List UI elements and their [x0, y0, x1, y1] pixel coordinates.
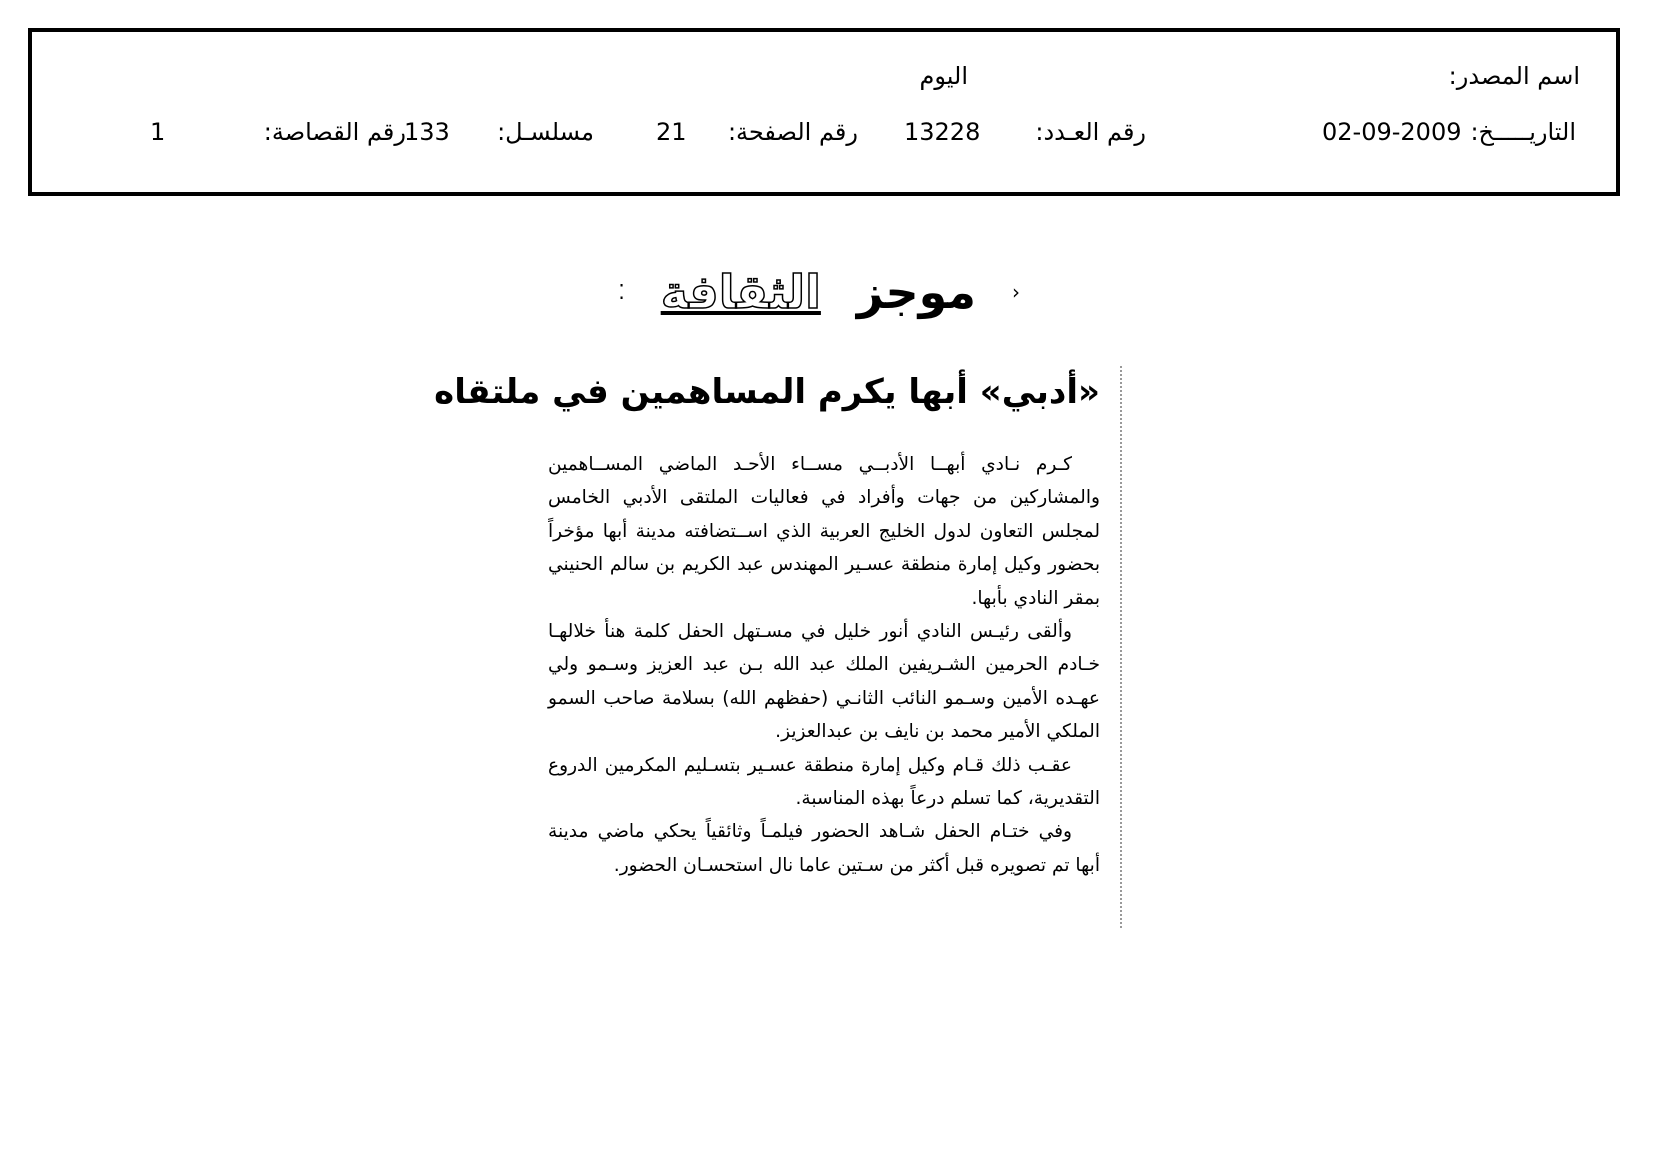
- article-body: [548, 448, 1100, 882]
- source-label: اسم المصدر:: [1448, 62, 1580, 90]
- serial-value: 133: [404, 118, 450, 146]
- article-paragraph: وألقى رئيـس النادي أنور خليل في مسـتهل الحفل كلمة هنأ خلالهـا خـادم الحرمين الشـريفين الملك عبد الله بـن عبد العزيز وسـمو ولي عهـده الأمين وسـمو النائب الثانـي (حفظهم الله) بسلامة صاحب السمو الملكي الأمير محمد بن نايف بن عبدالعزيز.: [548, 621, 1100, 743]
- section-banner: [618, 262, 1020, 322]
- article-paragraph: كـرم نـادي أبهــا الأدبــي مســاء الأحـد الماضي المســاهمين والمشاركين من جهات وأفراد في فعاليات الملتقى الأدبي الخامس لمجلس التعاون لدول الخليج العربية الذي اســتضافته مدينة أبها مؤخراً بحضور وكيل إمارة منطقة عسـير المهندس عبد الكريم بن سالم الحنيني بمقر النادي بأبها.: [548, 454, 1100, 609]
- column-divider: [1120, 366, 1122, 928]
- clip-value: 1: [150, 118, 166, 146]
- article: [434, 372, 1100, 882]
- issue-value: 13228: [904, 118, 981, 146]
- clipping-info-box: [28, 28, 1620, 196]
- section-word-brief: موجز: [856, 265, 976, 319]
- page-value: 21: [656, 118, 687, 146]
- article-paragraph: وفي ختـام الحفل شـاهد الحضور فيلمـاً وثائقياً يحكي ماضي مدينة أبها تم تصويره قبل أكثر من سـتين عاما نال استحسـان الحضور.: [548, 821, 1100, 876]
- article-paragraph: عقـب ذلك قـام وكيل إمارة منطقة عسـير بتسـليم المكرمين الدروع التقديرية، كما تسلم درعاً بهذه المناسبة.: [548, 754, 1100, 810]
- date-value: 02-09-2009: [1322, 118, 1462, 146]
- section-marker-icon: ‹: [1012, 280, 1020, 304]
- date-label: التاريـــــخ:: [1470, 118, 1576, 146]
- clip-label: رقم القصاصة:: [263, 118, 406, 146]
- issue-label: رقم العـدد:: [1035, 118, 1146, 146]
- section-end-dot: ⁚: [618, 280, 625, 304]
- article-headline: «أدبي» أبها يكرم المساهمين في ملتقاه: [434, 372, 1100, 412]
- serial-label: مسلسـل:: [497, 118, 594, 146]
- page-label: رقم الصفحة:: [727, 118, 858, 146]
- section-word-culture: الثقافة: [660, 265, 821, 319]
- source-value: اليوم: [919, 62, 968, 90]
